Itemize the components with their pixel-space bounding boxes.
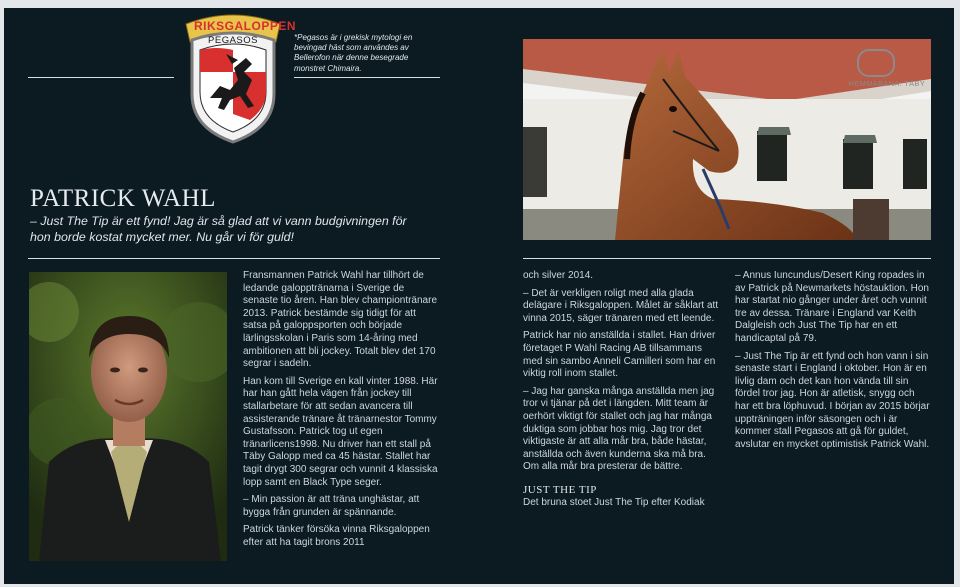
hemmabana-logo-mark [857,49,895,77]
col3-paragraph-2: – Just The Tip är ett fynd och hon vann i sin senaste start i England i oktober. Hon är en livlig dam och det kan hon vända till sin fördel tror jag. Hon är atletisk, snygg och har ett bra löphuvud. I början av 2015 börjar uppträningen inför säsongen och i är kommer stall Pegasos att gå för guldet, avslutar en mycket optimistisk Patrick Wahl. [735,350,930,450]
top-rule-left [28,77,174,78]
patrick-wahl-portrait [29,272,227,561]
riksgaloppen-logo [180,10,297,146]
body-column-3 [735,270,931,451]
col2-paragraph-3: Patrick har nio anställda i stallet. Han driver företaget P Wahl Racing AB tillsammans med sin sambo Anneli Camilleri som har en viktig roll inom stallet. [523,330,716,380]
col1-paragraph-2: Han kom till Sverige en kall vinter 1988. Här har han gått hela vägen från jockey till stallarbetare för att sedan avancera till assisterande tränare åt tränarnestor Tommy Gustafsson. Patrick tog ut egen tränarlicens1998. Nu driver han ett stall på Täby Galopp med ca 45 hästar. Stallet har tagit drygt 300 segrar och vunnit 4 klassiska lopp samt en Black Type seger. [243,375,438,488]
col2-paragraph-2: – Det är verkligen roligt med alla glada delägare i Riksgaloppen. Målet är såklart att vinna 2015, säger tränaren med ett leende. [523,287,719,324]
hemmabana-label: HEMMABANA: TÄBY [848,79,925,88]
col1-paragraph-3: – Min passion är att träna unghästar, att bygga från grunden är spännande. [243,494,420,518]
col2-paragraph-4: – Jag har ganska många anställda men jag tror vi tjänar på det i längden. Mitt team är oerhört viktigt för stallet och jag har många duktiga som jobbar hos mig. Jag tror det viktigaste är att alla mår bra, både hästar, anställda och även kunderna ska må bra. Om alla mår bra presterar de bättre. [523,385,715,473]
page-title: PATRICK WAHL [30,185,216,212]
mid-rule-left [28,258,440,259]
col2-paragraph-1: och silver 2014. [523,270,594,281]
col3-paragraph-1: – Annus Iuncundus/Desert King ropades in av Patrick på Newmarkets höstauktion. Hon har startat nio gånger under året och vunnit tre av dessa. Tränare i England var Keith Dalgleish och Just The Tip har en ett handicaptal på 79. [735,270,929,344]
footnote: *Pegasos är i grekisk mytologi en bevingad häst som användes av Bellerofon när denne besegrade monstret Chimaira. [294,33,413,73]
col1-paragraph-1: Fransmannen Patrick Wahl har tillhört de ledande galopptränarna i Sverige de senaste tio åren. Han blev championtränare 2013. Patrick bestämde sig tidigt för att satsa på galoppsporten och började lärlingsskolan i Paris som 14-åring med ambitionen att bli jockey. Totalt blev det 170 segrar i sadeln. [243,270,438,370]
caption-heading: JUST THE TIP [523,483,597,496]
magazine-spread [4,8,954,584]
logo-subword: PEGASOS [208,35,258,46]
body-column-1 [243,270,440,549]
top-rule-right [294,77,440,78]
body-column-2 [523,270,721,509]
logo-wordmark: RIKSGALOPPEN [194,19,297,33]
caption-text: Det bruna stoet Just The Tip efter Kodiak [523,496,705,508]
just-the-tip-horse-photo [523,39,931,240]
mid-rule-right [523,258,931,259]
lead-quote: – Just The Tip är ett fynd! Jag är så glad att vi vann budgivningen för hon borde kostat mycket mer. Nu går vi för guld! [30,214,407,244]
col1-paragraph-4: Patrick tänker försöka vinna Riksgaloppen efter att ha tagit brons 2011 [243,524,430,548]
